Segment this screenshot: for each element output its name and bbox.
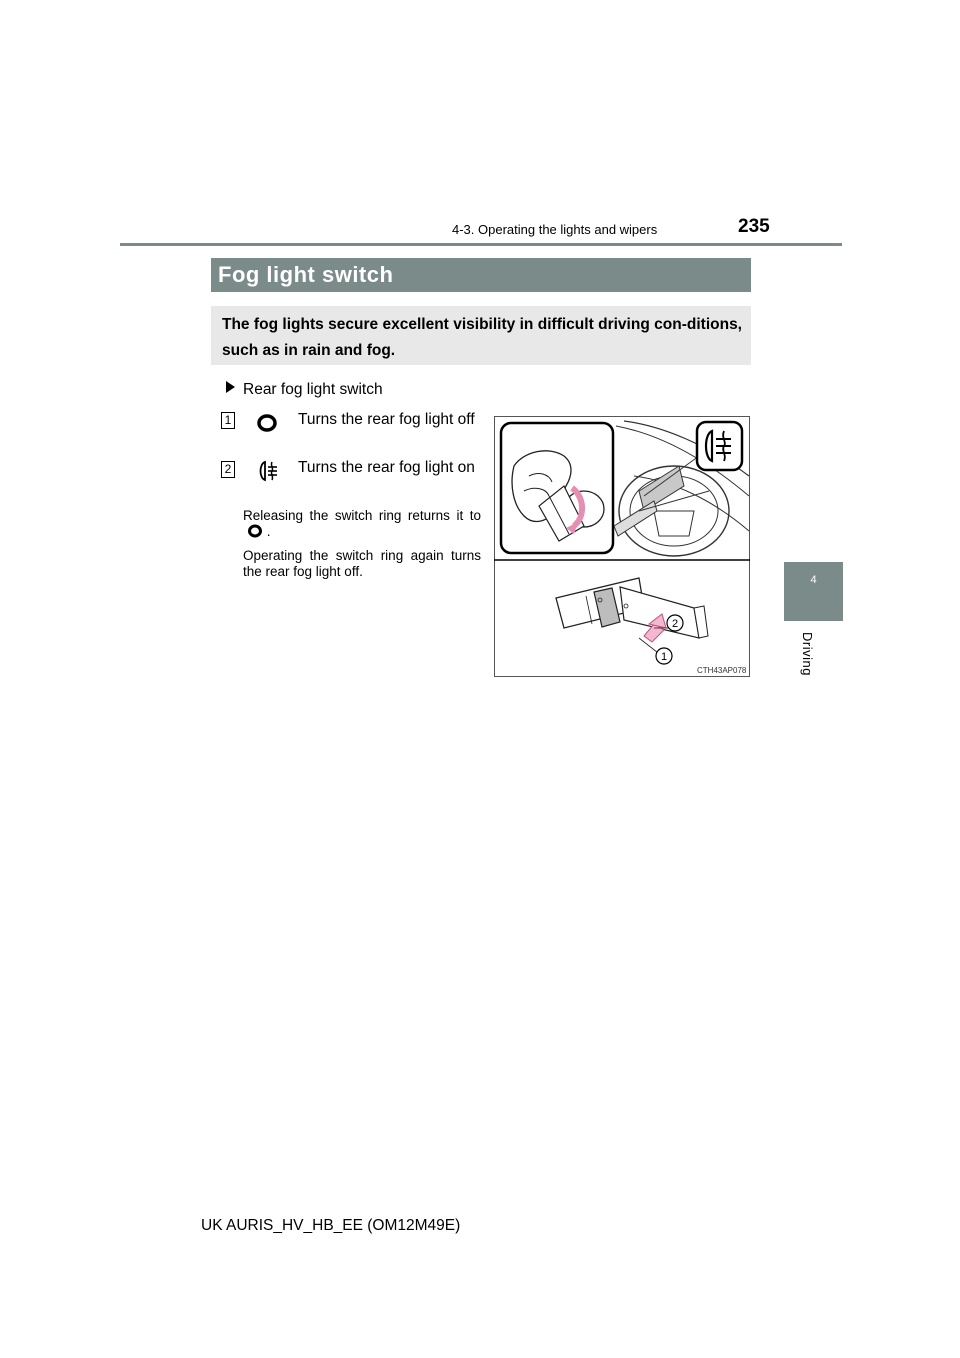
section-label: 4-3. Operating the lights and wipers [452, 222, 658, 237]
fog-light-off-icon [247, 524, 263, 538]
model-footer: UK AURIS_HV_HB_EE (OM12M49E) [201, 1217, 461, 1234]
note-release-text: Releasing the switch ring returns it to [243, 508, 481, 523]
step-number-2: 2 [221, 461, 235, 478]
triangle-bullet-icon [226, 381, 235, 393]
note-release-period: . [266, 524, 271, 539]
note-operate: Operating the switch ring again turns the rear fog light off. [243, 548, 481, 579]
rear-fog-light-icon [256, 459, 280, 483]
fog-light-switch-illustration [494, 416, 750, 677]
step-text-1: Turns the rear fog light off [298, 411, 475, 428]
page-number: 235 [738, 216, 770, 237]
chapter-tab-label: Driving [800, 632, 815, 676]
step-number-1: 1 [221, 412, 235, 429]
callout-1: 1 [660, 651, 668, 663]
callout-2: 2 [671, 618, 679, 630]
intro-text: The fog lights secure excellent visibility in difficult driving con-ditions, such as in rain and fog. [222, 316, 742, 359]
subsection-heading [226, 381, 383, 399]
header-rule [120, 243, 842, 246]
step-text-2: Turns the rear fog light on [298, 459, 475, 476]
subsection-heading-text: Rear fog light switch [243, 381, 383, 398]
section-title: Fog light switch [218, 262, 394, 287]
fog-light-off-icon [256, 413, 278, 433]
chapter-tab [784, 562, 843, 621]
figure-code: CTH43AP078 [697, 666, 747, 675]
note-release [243, 508, 481, 540]
chapter-tab-number: 4 [810, 574, 817, 586]
